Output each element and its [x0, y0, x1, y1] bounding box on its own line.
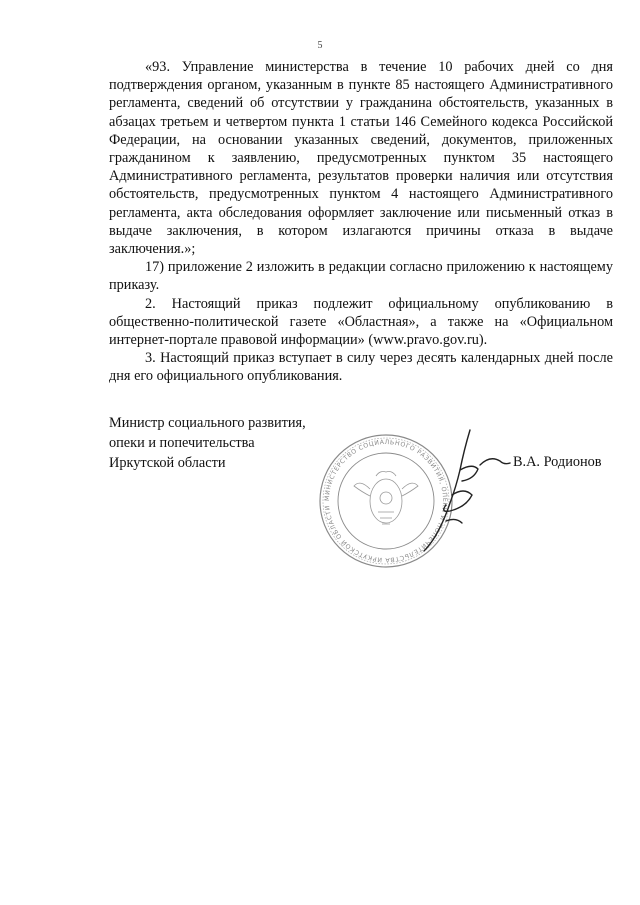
document-body	[109, 58, 613, 386]
signatory-title	[109, 413, 306, 473]
paragraph-93: «93. Управление министерства в течение 10 рабочих дней со дня подтверждения органом, указанным в пункте 85 настоящего Административного регламента, сведений об отсутствии у гражданина обстоятельств, указанных в абзацах третьем и четвертом пункта 1 статьи 146 Семейного кодекса Российской Федерации, на основании указанных сведений, документов, приложенных гражданином к заявлению, предусмотренных пунктом 35 настоящего Административного регламента, результатов проверки наличия или отсутствия обстоятельств, предусмотренных пунктом 4 настоящего Административного регламента, акта обследования оформляет заключение или письменный отказ в выдаче заключения, в котором излагаются причины отказа в выдаче заключения.»;	[109, 59, 613, 258]
paragraph-item-17: 17) приложение 2 изложить в редакции согласно приложению к настоящему приказу.	[109, 259, 613, 294]
paragraph-effective-date: 3. Настоящий приказ вступает в силу через десять календарных дней после дня его официального опубликования.	[109, 350, 613, 385]
handwritten-signature	[400, 425, 515, 555]
seal-text: МИНИСТЕРСТВО СОЦИАЛЬНОГО РАЗВИТИЯ, ОПЕКИ И ПОПЕЧИТЕЛЬСТВА ИРКУТСКОЙ ОБЛАСТИ	[323, 438, 449, 564]
signatory-title-line: Министр социального развития,	[109, 415, 306, 431]
signatory-title-line: опеки и попечительства	[109, 435, 255, 451]
paragraph-publication: 2. Настоящий приказ подлежит официальному опубликованию в общественно-политической газете «Областная», а также на «Официальном интернет-портале правовой информации» (www.pravo.gov.ru).	[109, 295, 613, 349]
signatory-title-line: Иркутской области	[109, 455, 226, 471]
page-number: 5	[317, 40, 323, 51]
signatory-name: В.А. Родионов	[513, 454, 602, 470]
